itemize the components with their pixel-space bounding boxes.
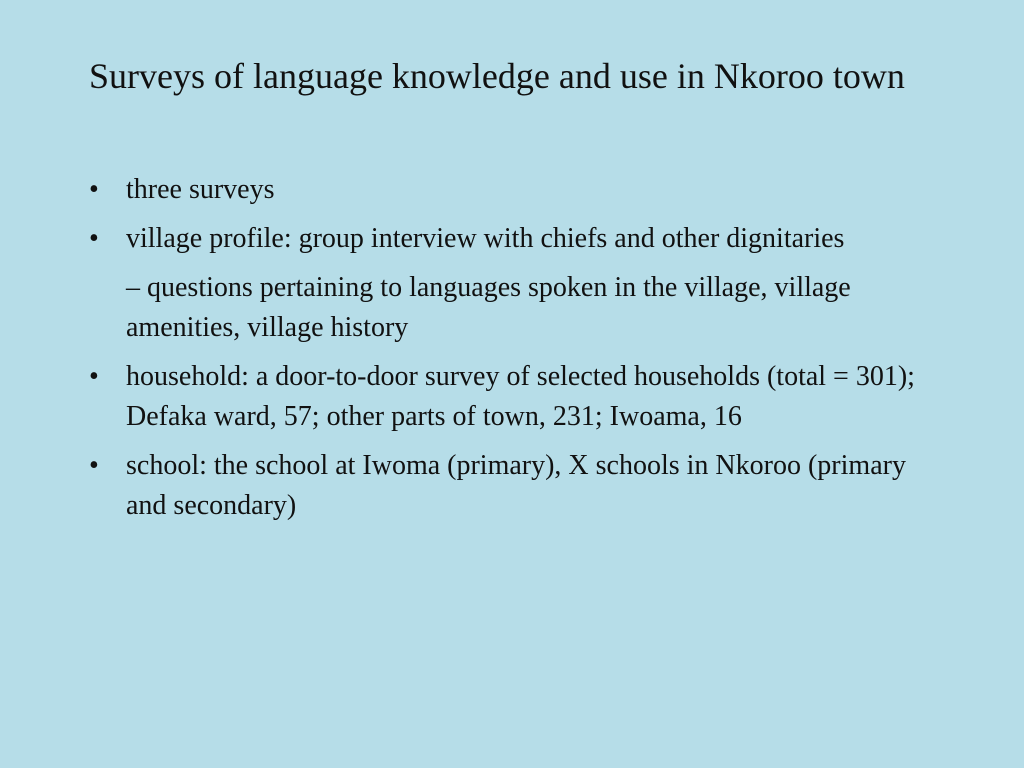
sub-item-questions <box>89 268 929 348</box>
bullet-item-village-profile <box>89 219 929 259</box>
sub-item-text: – questions pertaining to languages spoken in the village, village amenities, village history <box>126 272 851 343</box>
bullet-item-three-surveys <box>89 170 929 210</box>
bullet-list <box>89 170 929 535</box>
bullet-icon: • <box>89 223 99 254</box>
bullet-item-household <box>89 357 929 437</box>
bullet-text: village profile: group interview with chiefs and other dignitaries <box>126 223 845 254</box>
bullet-item-school <box>89 446 929 526</box>
bullet-text: school: the school at Iwoma (primary), X schools in Nkoroo (primary and secondary) <box>126 450 906 521</box>
bullet-icon: • <box>89 174 99 205</box>
slide-title: Surveys of language knowledge and use in Nkoroo town <box>89 56 905 96</box>
bullet-text: three surveys <box>126 174 275 205</box>
bullet-text: household: a door-to-door survey of selected households (total = 301); Defaka ward, 57; other parts of town, 231; Iwoama, 16 <box>126 361 915 432</box>
bullet-icon: • <box>89 450 99 481</box>
bullet-icon: • <box>89 361 99 392</box>
